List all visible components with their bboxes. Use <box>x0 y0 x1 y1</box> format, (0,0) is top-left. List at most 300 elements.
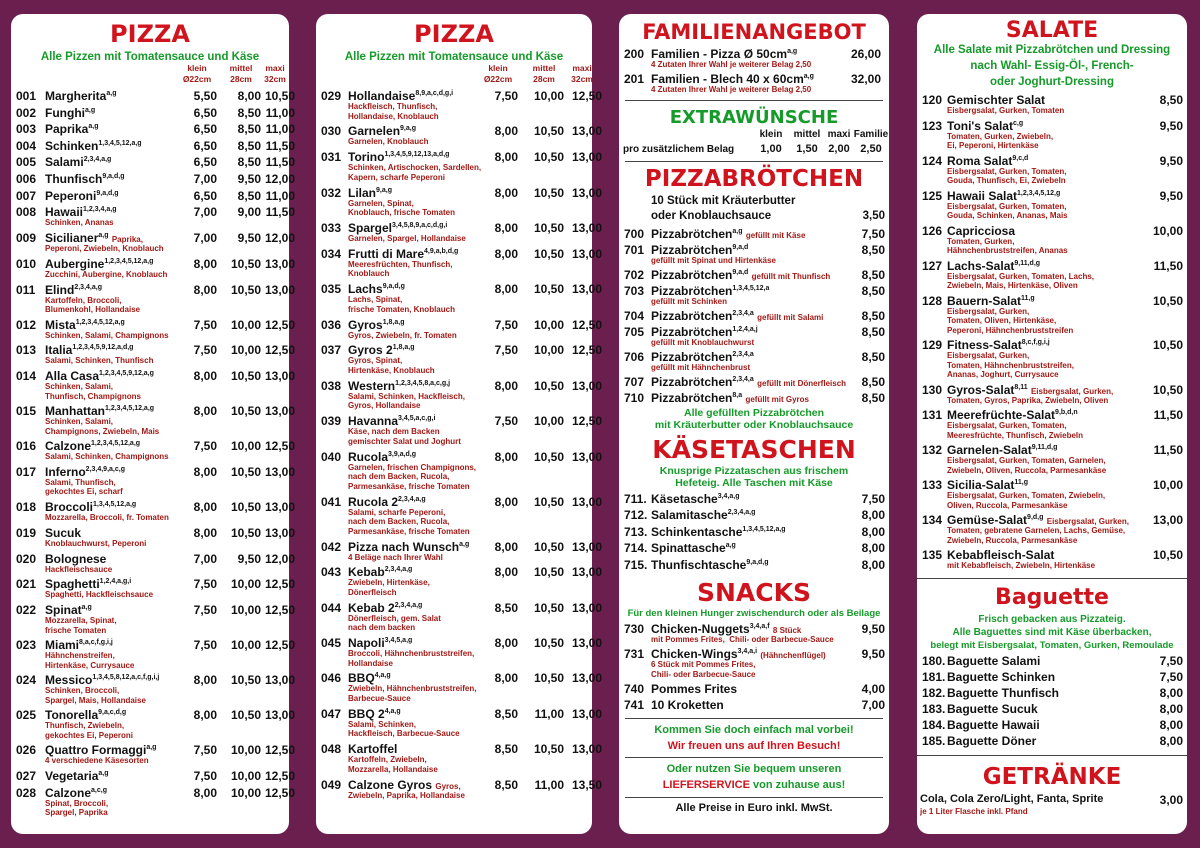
price-medium: 8,50 <box>237 105 261 120</box>
item-description: Garnelen, frischen Champignons, nach dem Backen, Rucola, Parmesankäse, frische Tomaten <box>348 462 477 491</box>
item-description: Eisbergsalat, Gurken, Tomaten <box>947 106 1065 115</box>
price-medium: 11,00 <box>534 777 564 792</box>
price-medium: 10,50 <box>533 600 564 615</box>
price-maxi: 13,00 <box>571 706 602 721</box>
price-small: 8,00 <box>494 124 518 139</box>
menu-item <box>619 309 889 325</box>
allergen-codes: 4,a,g <box>384 707 401 715</box>
menu-item <box>316 539 602 566</box>
item-description: Salami, scharfe Peperoni, nach dem Backen, Rucola, Parmesankäse, frische Tomaten <box>348 507 470 536</box>
item-number: 711. <box>624 492 647 506</box>
item-name-text: Messico <box>45 673 93 688</box>
price-medium: 8,50 <box>237 138 261 153</box>
menu-item <box>917 654 1187 670</box>
item-name <box>45 404 154 418</box>
section-divider <box>625 757 883 758</box>
item-description: Mozzarella, Broccoli, fr. Tomaten <box>45 512 169 522</box>
price-small: 8,00 <box>193 499 217 514</box>
item-number: 009 <box>16 230 37 245</box>
kaesetaschen-subtitle: Knusprige Pizzataschen aus frischem <box>659 465 849 477</box>
menu-item <box>11 343 295 369</box>
item-name-text: Calzone <box>45 439 92 454</box>
item-number: 201 <box>624 72 645 86</box>
menu-item <box>917 548 1187 574</box>
item-number: 046 <box>321 671 342 686</box>
menu-item <box>619 72 889 97</box>
price-maxi: 13,00 <box>264 464 295 479</box>
item-description: 4 Zutaten Ihrer Wahl je weiterer Belag 2,50 <box>651 60 812 69</box>
item-name-text: Chicken-Wings <box>651 647 738 662</box>
size-diameter: 28cm <box>533 74 555 84</box>
item-number: 129 <box>922 338 943 352</box>
item-price: 8,50 <box>861 309 885 323</box>
price-medium: 10,50 <box>533 282 564 297</box>
menu-item <box>11 230 295 257</box>
item-name-text: Thunfischtasche <box>651 557 747 572</box>
allergen-codes: 3,4,5,a,c,g,i <box>398 415 436 423</box>
item-number: 715. <box>624 557 648 572</box>
item-number: 002 <box>16 105 37 120</box>
menu-item <box>917 224 1187 259</box>
item-name-text: Tonorella <box>45 708 99 723</box>
item-number: 031 <box>321 150 342 165</box>
item-name <box>651 558 769 572</box>
allergen-codes: 3,9,a,d,g <box>388 450 417 458</box>
item-name <box>45 318 125 332</box>
item-name <box>651 541 736 555</box>
item-name <box>348 282 405 296</box>
price-maxi: 12,00 <box>264 230 295 245</box>
extras-size-label: mittel <box>793 129 821 140</box>
price-small: 7,00 <box>193 205 217 220</box>
item-name-text: Bauern-Salat <box>947 293 1022 308</box>
allergen-codes: 1,2,3,4,5,9,12,a,g <box>99 370 154 378</box>
item-name <box>45 155 111 169</box>
item-number: 045 <box>321 636 342 651</box>
item-name-text: Spinattasche <box>651 541 726 556</box>
item-inline-desc: gefüllt mit Gyros <box>745 395 809 404</box>
item-name <box>947 259 1040 273</box>
item-name-text: BBQ <box>348 671 375 686</box>
price-maxi: 12,50 <box>264 439 295 454</box>
item-price: 7,50 <box>1159 653 1183 668</box>
item-name-text: Torino <box>348 150 385 165</box>
item-number: 040 <box>321 449 342 464</box>
baguette-subtitle: Frisch gebacken aus Pizzateig. <box>978 613 1126 625</box>
item-description: Eisbergsalat, Gurken, Tomaten, Gouda, Thunfisch, Ei, Zwiebeln <box>947 166 1067 185</box>
item-inline-desc: gefüllt mit Käse <box>745 231 806 240</box>
price-maxi: 12,50 <box>264 768 295 783</box>
item-number: 030 <box>321 124 342 139</box>
item-description: Mozzarella, Spinat, frische Tomaten <box>45 616 117 635</box>
price-small: 7,50 <box>193 743 217 758</box>
pizza-title: PIZZA <box>414 20 494 48</box>
item-number: 044 <box>321 600 342 615</box>
item-name <box>651 243 748 257</box>
menu-item <box>917 686 1187 702</box>
item-description: Tomaten, Gyros, Paprika, Zwiebeln, Oliven <box>947 395 1109 405</box>
price-medium: 10,00 <box>533 343 564 358</box>
item-description: gefüllt mit Knoblauchwurst <box>651 338 755 347</box>
price-small: 7,50 <box>193 343 217 358</box>
item-name-text: Gemüse-Salat <box>947 513 1028 527</box>
item-description: Garnelen, Knoblauch <box>348 137 429 147</box>
item-number: 701 <box>624 243 645 257</box>
item-name <box>348 318 404 332</box>
price-maxi: 11,50 <box>265 155 295 170</box>
menu-item <box>316 282 602 317</box>
price-small: 7,50 <box>494 414 518 429</box>
item-name <box>947 189 1060 203</box>
item-description: 4 Beläge nach Ihrer Wahl <box>348 552 443 562</box>
extras-price: 2,50 <box>860 143 882 155</box>
item-name <box>947 383 1113 397</box>
price-small: 8,00 <box>193 256 217 271</box>
item-price: 11,50 <box>1153 258 1183 273</box>
item-number: 706 <box>624 350 645 364</box>
menu-item <box>619 492 889 508</box>
item-name: Baguette Sucuk <box>947 702 1038 717</box>
item-name-text: Salami <box>45 155 84 170</box>
item-description: Knoblauchwurst, Peperoni <box>45 538 147 548</box>
item-name-text: Hollandaise <box>348 89 416 103</box>
price-small: 7,50 <box>494 317 518 332</box>
price-maxi: 12,50 <box>264 785 295 800</box>
menu-item <box>11 256 295 283</box>
price-small: 8,50 <box>494 600 518 615</box>
allergen-codes: 8,a,c,f,g,i,j <box>79 639 113 647</box>
allergen-codes: a,g <box>98 231 109 239</box>
item-name-text: Broccoli <box>45 499 94 514</box>
menu-item <box>11 638 295 673</box>
allergen-codes: a,g <box>88 123 99 131</box>
price-maxi: 13,00 <box>264 525 295 540</box>
item-description: Peperoni, Zwiebeln, Knoblauch <box>45 243 164 253</box>
price-medium: 10,00 <box>533 89 564 103</box>
allergen-codes: 1,2,3,4,5,12,a,g <box>104 257 154 265</box>
item-name <box>348 495 426 509</box>
allergen-codes: 1,8,a,g <box>392 344 415 352</box>
item-number: 120 <box>922 93 943 107</box>
item-number: 123 <box>922 118 943 133</box>
price-small: 7,50 <box>193 577 217 592</box>
price-maxi: 13,00 <box>571 565 602 580</box>
item-name: Baguette Salami <box>947 653 1041 668</box>
pizzabroetchen-note: mit Kräuterbutter oder Knoblauchsauce <box>654 419 854 431</box>
size-label: maxi <box>265 63 285 73</box>
price-medium: 10,50 <box>230 256 261 271</box>
pizza-list <box>316 89 602 803</box>
allergen-codes: 2,3,4,a,g <box>398 495 426 503</box>
item-price: 8,50 <box>861 375 885 389</box>
allergen-codes: 1,2,3,4,5,8,a,c,g,j <box>395 379 451 387</box>
allergen-codes: a,g <box>725 542 736 550</box>
price-small: 8,00 <box>494 378 518 393</box>
item-name <box>45 283 102 297</box>
menu-item <box>917 383 1187 409</box>
menu-item <box>316 378 602 414</box>
menu-item <box>917 338 1187 383</box>
menu-item <box>619 698 889 714</box>
item-price: 8,00 <box>1159 718 1183 733</box>
item-name-text: Pizzabrötchen <box>651 268 733 282</box>
item-name <box>348 186 392 200</box>
menu-item <box>316 742 602 777</box>
item-description: 6 Stück mit Pommes Frites, Chili- oder Barbecue-Sauce <box>651 660 756 679</box>
size-label: klein <box>488 63 508 73</box>
price-medium: 10,50 <box>230 708 261 723</box>
allergen-codes: 2,3,4,a,g <box>727 509 756 517</box>
menu-item <box>917 119 1187 154</box>
price-maxi: 13,00 <box>571 150 602 165</box>
price-medium: 10,00 <box>533 414 564 429</box>
item-name <box>651 508 755 522</box>
allergen-codes: 11,g <box>1014 479 1028 486</box>
item-description: Kartoffeln, Broccoli, Blumenkohl, Hollandaise <box>45 295 141 315</box>
item-number: 012 <box>16 317 37 332</box>
item-name-text: Pizzabrötchen <box>651 375 733 389</box>
pizza-subtitle: Alle Pizzen mit Tomatensauce und Käse <box>40 51 260 63</box>
item-name <box>45 122 98 136</box>
item-name <box>947 154 1028 168</box>
item-description: Eisbergsalat, Gurken, Tomaten, Meeresfrüchte, Thunfisch, Zwiebeln <box>947 421 1084 440</box>
item-name-text: Bolognese <box>45 551 107 566</box>
menu-item <box>619 508 889 524</box>
item-price: 7,50 <box>861 492 885 506</box>
menu-item <box>11 785 295 821</box>
price-small: 7,50 <box>193 317 217 332</box>
allergen-codes: 1,8,a,g <box>382 318 405 326</box>
menu-item <box>316 124 602 150</box>
menu-item <box>917 189 1187 224</box>
allergen-codes: a,g <box>81 604 92 612</box>
specials-panel <box>619 14 889 834</box>
item-number: 130 <box>922 382 943 397</box>
price-maxi: 13,00 <box>264 282 295 297</box>
allergen-codes: 1,2,4,a,g,i <box>99 578 132 586</box>
item-name <box>348 450 416 464</box>
item-name-text: Western <box>348 378 396 393</box>
price-small: 7,00 <box>193 171 217 186</box>
price-maxi: 13,00 <box>571 185 602 200</box>
item-number: 183. <box>922 702 946 717</box>
price-maxi: 13,00 <box>571 636 602 651</box>
item-number: 023 <box>16 638 37 653</box>
menu-item <box>316 494 602 540</box>
allergen-codes: 2,3,4,a,g <box>384 566 413 574</box>
menu-item <box>11 439 295 465</box>
price-medium: 10,00 <box>230 743 261 758</box>
menu-item <box>11 525 295 552</box>
item-price: 9,50 <box>1159 188 1183 203</box>
menu-item <box>619 541 889 557</box>
price-medium: 10,50 <box>533 494 564 509</box>
item-name <box>45 552 106 566</box>
price-maxi: 13,00 <box>571 282 602 297</box>
menu-item <box>619 525 889 541</box>
menu-item <box>619 622 889 648</box>
item-number: 133 <box>922 478 943 492</box>
item-name <box>45 139 142 153</box>
menu-item <box>917 513 1187 548</box>
menu-item <box>316 246 602 282</box>
item-name <box>45 638 113 652</box>
item-description: Thunfisch, Zwiebeln, gekochtes Ei, Peperoni <box>45 721 134 740</box>
size-diameter: 32cm <box>571 74 593 84</box>
price-small: 8,00 <box>494 246 518 261</box>
price-maxi: 13,00 <box>571 246 602 261</box>
item-number: 741 <box>624 698 645 713</box>
item-description: Eisbergsalat, Gurken, Tomaten, Oliven, Hirtenkäse, Peperoni, Hähnchenbruststreifen <box>947 306 1074 335</box>
item-name <box>348 671 391 685</box>
item-name <box>348 150 449 164</box>
price-small: 8,00 <box>494 220 518 235</box>
item-name-text: Chicken-Nuggets <box>651 621 750 636</box>
price-maxi: 13,00 <box>571 742 602 757</box>
item-number: 019 <box>16 525 37 540</box>
item-price: 7,50 <box>1159 669 1183 684</box>
price-maxi: 12,50 <box>571 414 602 429</box>
menu-item <box>316 449 602 495</box>
menu-item <box>619 325 889 350</box>
item-number: 028 <box>16 785 37 800</box>
item-name <box>348 636 412 650</box>
item-name <box>947 548 1054 562</box>
item-number: 705 <box>624 325 645 339</box>
item-name <box>348 247 458 261</box>
menu-item <box>917 734 1187 750</box>
item-name <box>45 465 125 479</box>
price-medium: 10,50 <box>533 185 564 200</box>
price-small: 6,50 <box>193 155 217 170</box>
item-description: Tomaten, gebratene Garnelen, Lachs, Gemüse, Zwiebeln, Ruccola, Parmesankäse <box>947 526 1126 545</box>
item-inline-desc: gefüllt mit Dönerfleisch <box>757 379 847 388</box>
item-number: 018 <box>16 499 37 514</box>
price-small: 8,00 <box>494 565 518 580</box>
menu-item <box>11 122 295 139</box>
extras-size-label: klein <box>759 129 783 140</box>
menu-item <box>316 220 602 247</box>
item-name: Baguette Hawaii <box>947 718 1040 733</box>
pizzabroetchen-title: PIZZABRÖTCHEN <box>644 166 864 192</box>
menu-item <box>11 105 295 123</box>
item-number: 003 <box>16 122 37 137</box>
item-inline-desc: Eisbergsalat, Gurken, <box>1030 386 1114 396</box>
item-name <box>651 350 754 364</box>
item-number: 043 <box>321 565 342 580</box>
menu-item <box>11 205 295 231</box>
pizza-title: PIZZA <box>110 20 190 48</box>
item-number: 710 <box>624 391 645 405</box>
menu-item <box>619 558 889 574</box>
item-name <box>45 89 116 103</box>
item-description: Käse, nach dem Backen gemischter Salat und Joghurt <box>348 427 461 446</box>
item-number: 005 <box>16 155 37 170</box>
item-inline-desc: gefüllt mit Thunfisch <box>751 272 831 281</box>
section-divider <box>625 100 883 101</box>
price-medium: 10,50 <box>230 464 261 479</box>
item-description: Schinken, Salami, Champignons, Zwiebeln, Mais <box>45 417 160 436</box>
allergen-codes: 2,3,4,a,g <box>74 283 102 291</box>
item-description: gefüllt mit Schinken <box>651 297 728 306</box>
item-number: 185. <box>922 734 946 749</box>
price-medium: 8,50 <box>237 155 261 170</box>
item-price: 8,50 <box>861 268 885 282</box>
allergen-codes: a,g <box>803 73 814 80</box>
item-description: Gyros, Zwiebeln, fr. Tomaten <box>348 330 457 340</box>
menu-item <box>316 600 602 636</box>
price-maxi: 12,00 <box>264 171 295 186</box>
item-price: 7,00 <box>861 698 885 713</box>
item-price: 8,00 <box>1159 702 1183 717</box>
menu-item <box>316 150 602 185</box>
item-description: Broccoli, Hähnchenbruststreifen, Hollandaise <box>348 649 475 668</box>
item-name <box>348 343 415 357</box>
item-number: 184. <box>922 718 946 733</box>
pizza-subtitle: Alle Pizzen mit Tomatensauce und Käse <box>344 51 564 63</box>
item-name <box>45 172 125 186</box>
item-description: Spaghetti, Hackfleischsauce <box>45 590 154 600</box>
item-description: Zwiebeln, Hähnchenbruststreifen, Barbecue-Sauce <box>348 684 477 703</box>
item-description: Zucchini, Aubergine, Knoblauch <box>45 269 168 279</box>
allergen-codes: c,g <box>1012 119 1024 127</box>
item-inline-desc: gefüllt mit Salami <box>757 313 824 322</box>
item-name <box>348 707 401 721</box>
price-medium: 10,50 <box>230 369 261 384</box>
salads-panel <box>917 14 1187 834</box>
price-medium: 10,50 <box>533 150 564 165</box>
price-maxi: 13,00 <box>264 499 295 514</box>
item-name-text: Sicilianer <box>45 230 99 245</box>
menu-item <box>619 284 889 309</box>
item-number: 026 <box>16 743 37 758</box>
menu-item <box>11 369 295 404</box>
item-price: 8,50 <box>861 243 885 257</box>
item-name <box>348 89 453 103</box>
menu-item <box>917 670 1187 686</box>
allergen-codes: 9,d,g <box>1027 514 1044 521</box>
item-description: Eisbergsalat, Gurken, Tomaten, Gouda, Schinken, Ananas, Mais <box>947 201 1068 220</box>
allergen-codes: 9,a,d,g <box>102 172 125 180</box>
drinks-title: GETRÄNKE <box>982 763 1122 790</box>
item-name-text: Sucuk <box>45 525 82 540</box>
menu-item <box>11 708 295 743</box>
menu-item <box>11 464 295 500</box>
menu-item <box>917 93 1187 119</box>
item-description: Meeresfrüchten, Thunfisch, Knoblauch <box>348 259 453 279</box>
item-name-text: Kebabfleisch-Salat <box>947 548 1055 562</box>
item-name-text: Frutti di Mare <box>348 246 425 261</box>
item-name <box>45 231 143 245</box>
menu-item <box>11 551 295 578</box>
item-name-text: Pizzabrötchen <box>651 243 733 257</box>
allergen-codes: 2,3,4,a,g <box>394 601 423 609</box>
item-name-text: Pizzabrötchen <box>651 227 733 241</box>
allergen-codes: 1,3,4,5,12,a <box>732 285 770 292</box>
item-name-text: Rucola <box>348 449 389 464</box>
item-name-text: Pizzabrötchen <box>651 309 733 323</box>
item-name-text: 10 Kroketten <box>651 698 724 713</box>
allergen-codes: 8,a <box>732 392 743 399</box>
item-name <box>947 119 1023 133</box>
price-medium: 10,50 <box>230 673 261 688</box>
extras-size-header <box>619 129 889 143</box>
drinks-list: Cola, Cola Zero/Light, Fanta, Sprite <box>920 792 1104 805</box>
item-price: 3,00 <box>1159 792 1183 807</box>
menu-item <box>917 294 1187 339</box>
item-description: Salami, Schinken, Thunfisch <box>45 356 154 366</box>
item-name-text: Hawaii Salat <box>947 188 1018 203</box>
